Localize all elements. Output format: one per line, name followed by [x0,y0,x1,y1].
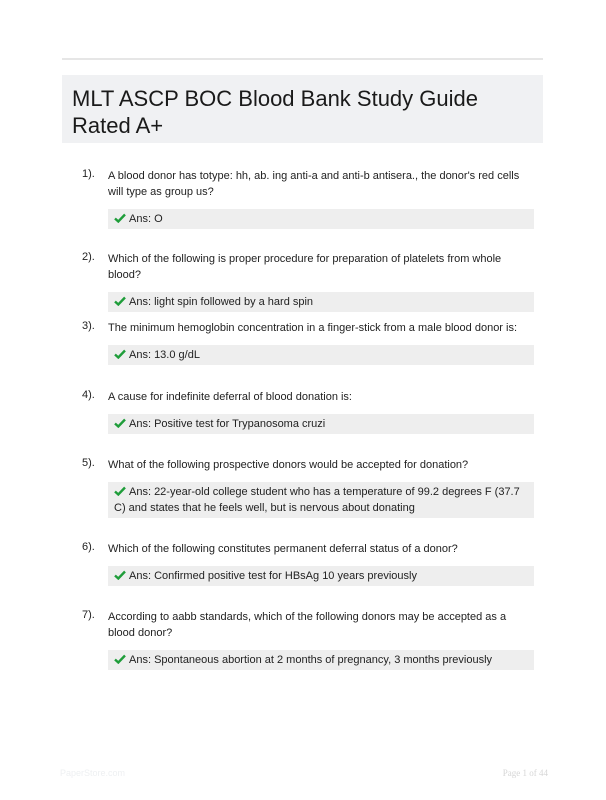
footer-watermark: PaperStore.com [60,768,126,778]
question-text: What of the following prospective donors would be accepted for donation? [108,459,469,471]
question-number: 2). [82,251,95,263]
checkmark-icon [114,654,126,664]
answer-box [108,345,534,365]
answer-text: Ans: O [129,213,163,225]
checkmark-icon [114,418,126,428]
question-text: Which of the following constitutes permanent deferral status of a donor? [108,543,458,555]
checkmark-icon [114,570,126,580]
question-item [82,609,534,670]
question-text: Which of the following is proper procedure for preparation of platelets from whole blood? [108,253,502,281]
question-text: A blood donor has totype: hh, ab. ing anti-a and anti-b antisera., the donor's red cells will type as group us? [108,170,520,198]
question-text: A cause for indefinite deferral of blood donation is: [108,391,352,403]
question-number: 3). [82,320,95,332]
title-banner [62,75,543,143]
answer-text: Ans: Spontaneous abortion at 2 months of pregnancy, 3 months previously [129,654,493,666]
answer-text: Ans: 22-year-old college student who has a temperature of 99.2 degrees F (37.7 C) and states that he feels well, but is nervous about donating [114,486,520,514]
answer-box [108,566,534,586]
question-number: 1). [82,168,95,180]
question-text: The minimum hemoglobin concentration in a finger-stick from a male blood donor is: [108,322,518,334]
answer-text: Ans: Confirmed positive test for HBsAg 10 years previously [129,570,417,582]
answer-text: Ans: 13.0 g/dL [129,349,200,361]
question-item [82,251,534,312]
question-number: 5). [82,457,95,469]
question-number: 4). [82,389,95,401]
answer-box [108,482,534,518]
answer-box [108,650,534,670]
checkmark-icon [114,486,126,496]
answer-box [108,414,534,434]
question-item [82,168,534,229]
checkmark-icon [114,349,126,359]
question-text: According to aabb standards, which of the following donors may be accepted as a blood donor? [108,611,507,639]
question-item [82,389,534,434]
document-title: MLT ASCP BOC Blood Bank Study Guide Rated A+ [72,86,478,138]
page-number: Page 1 of 44 [502,768,548,778]
top-divider [62,58,543,60]
answer-box [108,209,534,229]
question-item [82,320,534,365]
question-number: 7). [82,609,95,621]
question-number: 6). [82,541,95,553]
answer-text: Ans: Positive test for Trypanosoma cruzi [129,418,326,430]
answer-box [108,292,534,312]
answer-text: Ans: light spin followed by a hard spin [129,296,314,308]
checkmark-icon [114,213,126,223]
question-item [82,457,534,518]
checkmark-icon [114,296,126,306]
question-item [82,541,534,586]
